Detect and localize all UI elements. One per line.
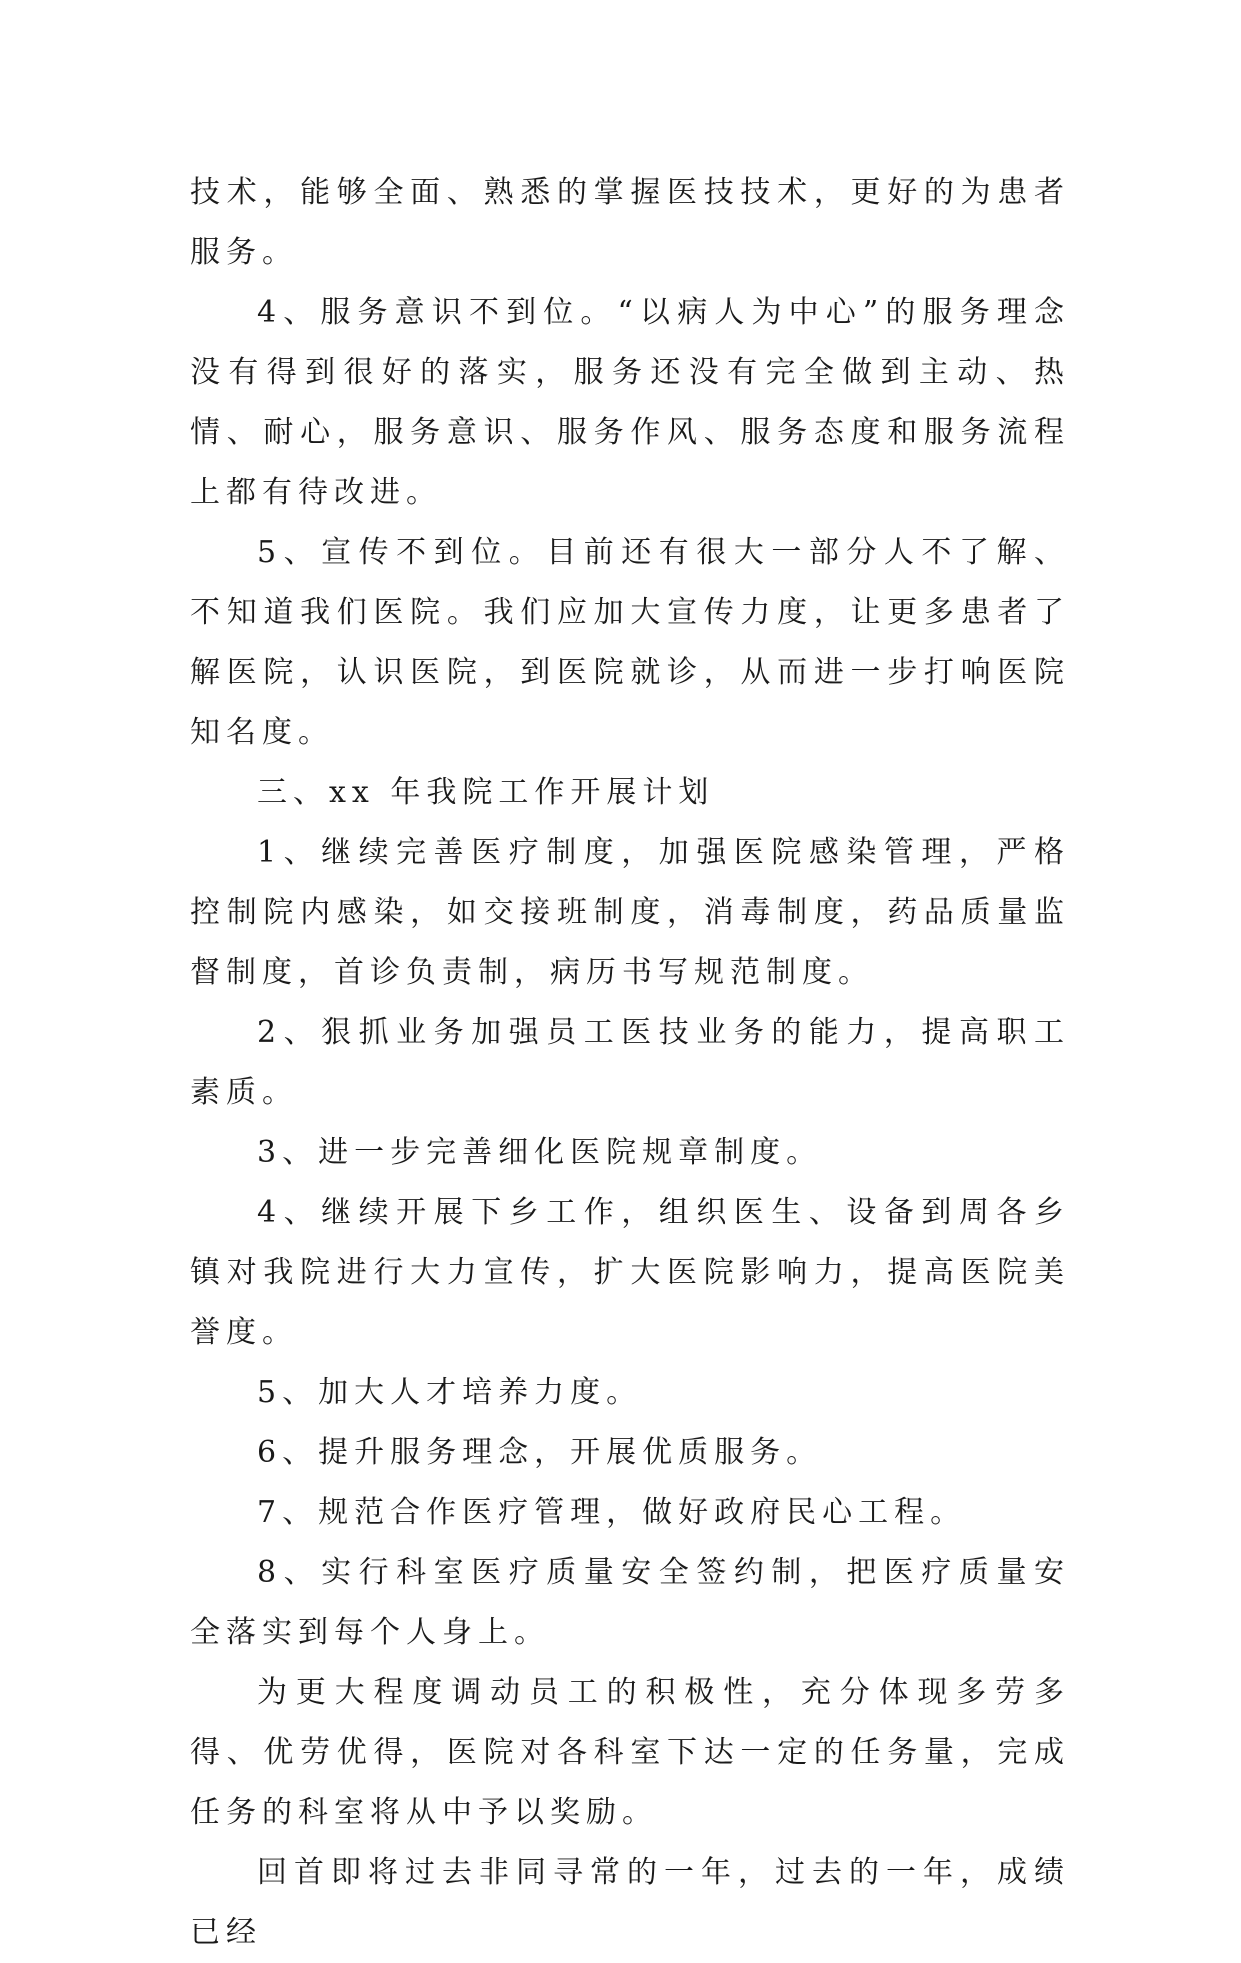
paragraph-item-4-service: 4、服务意识不到位。“以病人为中心”的服务理念没有得到很好的落实，服务还没有完全做到主动、热情、耐心，服务意识、服务作风、服务态度和服务流程上都有待改进。 <box>190 295 1070 510</box>
paragraph-plan-6: 6、提升服务理念，开展优质服务。 <box>257 1435 823 1470</box>
paragraph-continuation: 技术，能够全面、熟悉的掌握医技技术，更好的为患者服务。 <box>190 175 1070 270</box>
paragraph-item-5-publicity: 5、宣传不到位。目前还有很大一部分人不了解、不知道我们医院。我们应加大宣传力度，让更多患者了解医院，认识医院，到医院就诊，从而进一步打响医院知名度。 <box>190 535 1070 750</box>
paragraph-plan-5: 5、加大人才培养力度。 <box>257 1375 643 1410</box>
document-body <box>190 163 1070 1963</box>
paragraph-plan-1: 1、继续完善医疗制度，加强医院感染管理，严格控制院内感染，如交接班制度，消毒制度，药品质量监督制度，首诊负责制，病历书写规范制度。 <box>190 835 1070 990</box>
paragraph-plan-7: 7、规范合作医疗管理，做好政府民心工程。 <box>257 1495 967 1530</box>
paragraph-plan-4: 4、继续开展下乡工作，组织医生、设备到周各乡镇对我院进行大力宣传，扩大医院影响力，提高医院美誉度。 <box>190 1195 1070 1350</box>
paragraph-plan-8: 8、实行科室医疗质量安全签约制，把医疗质量安全落实到每个人身上。 <box>190 1555 1070 1650</box>
paragraph-plan-3: 3、进一步完善细化医院规章制度。 <box>257 1135 823 1170</box>
paragraph-incentive: 为更大程度调动员工的积极性，充分体现多劳多得、优劳优得，医院对各科室下达一定的任务量，完成任务的科室将从中予以奖励。 <box>190 1675 1070 1830</box>
paragraph-review: 回首即将过去非同寻常的一年，过去的一年，成绩已经 <box>190 1855 1070 1950</box>
paragraph-plan-2: 2、狠抓业务加强员工医技业务的能力，提高职工素质。 <box>190 1015 1070 1110</box>
section-heading-plan: 三、xx 年我院工作开展计划 <box>257 775 715 810</box>
